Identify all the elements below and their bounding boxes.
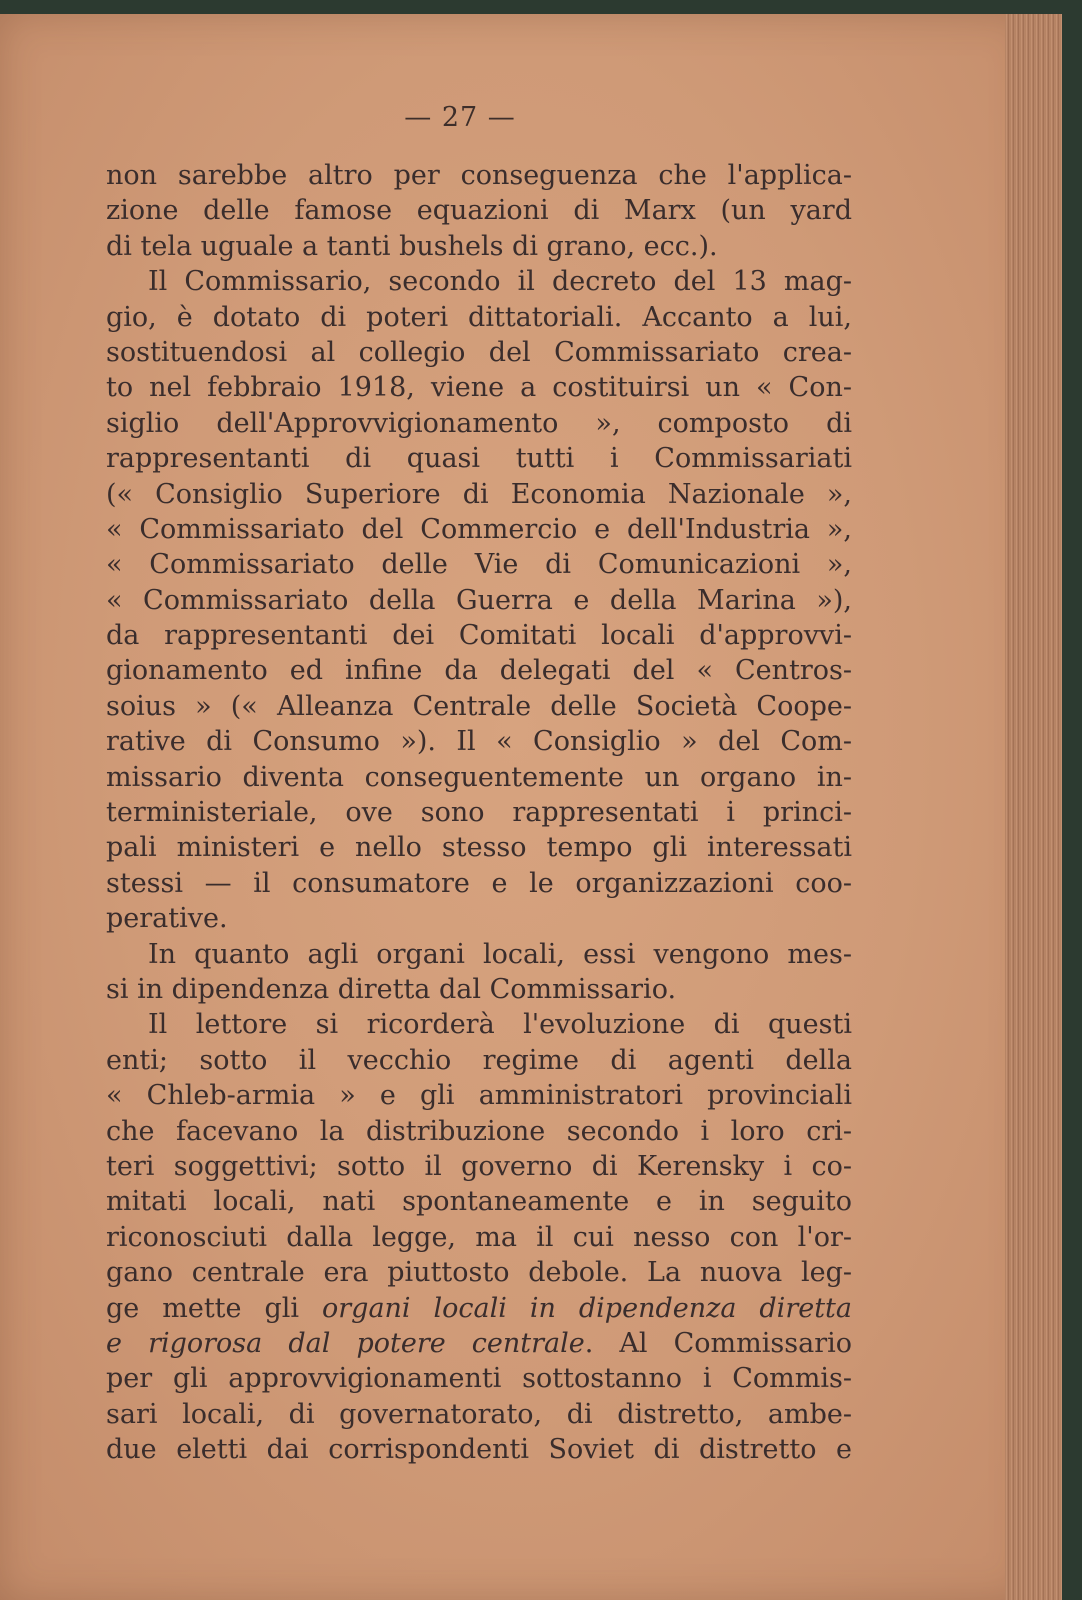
paragraph-start: Il lettore si ricorderà l'evoluzione di questi [148, 1009, 852, 1041]
text-line: gionamento ed infine da delegati del « Centros- [106, 655, 852, 687]
text-line: rappresentanti di quasi tutti i Commissariati [106, 443, 852, 475]
text-line: due eletti dai corrispondenti Soviet di distretto e [106, 1434, 852, 1466]
text-line: « Commissariato delle Vie di Comunicazioni », [106, 549, 852, 581]
text-line: per gli approvvigionamenti sottostanno i Commis- [106, 1363, 852, 1395]
paragraph-start: Il Commissario, secondo il decreto del 13 mag- [148, 266, 852, 298]
text-line: stessi — il consumatore e le organizzazioni coo- [106, 867, 852, 899]
text-line: che facevano la distribuzione secondo i loro cri- [106, 1115, 852, 1147]
text-line: zione delle famose equazioni di Marx (un yard [106, 195, 852, 227]
text-line: terministeriale, ove sono rappresentati i princi- [106, 797, 852, 829]
body-text [106, 158, 852, 1467]
text-line: da rappresentanti dei Comitati locali d'approvvi- [106, 620, 852, 652]
text-line: gio, è dotato di poteri dittatoriali. Accanto a lui, [106, 301, 852, 333]
book-top-edge [0, 0, 1082, 14]
text-line: siglio dell'Approvvigionamento », composto di [106, 407, 852, 439]
text-line: « Commissariato della Guerra e della Marina »), [106, 584, 852, 616]
page-number: — 27 — [404, 102, 516, 133]
text-line: gano centrale era piuttosto debole. La nuova leg- [106, 1257, 852, 1289]
text-line-with-italic [106, 1291, 852, 1326]
text-line: « Chleb-armia » e gli amministratori provinciali [106, 1080, 852, 1112]
plain-text: . Al Commissario [584, 1327, 852, 1359]
text-line: si in dipendenza diretta dal Commissario. [106, 973, 677, 1005]
text-line: enti; sotto il vecchio regime di agenti della [106, 1044, 852, 1076]
plain-text: ge mette gli [106, 1292, 322, 1324]
italic-emphasis: organi locali in dipendenza diretta [322, 1292, 853, 1324]
text-line-with-italic [106, 1326, 852, 1361]
text-line: missario diventa conseguentemente un organo in- [106, 761, 852, 793]
text-line: soius » (« Alleanza Centrale delle Società Coope- [106, 690, 852, 722]
text-line: mitati locali, nati spontaneamente e in seguito [106, 1186, 852, 1218]
text-line: riconosciuti dalla legge, ma il cui nesso con l'or- [106, 1221, 852, 1253]
text-line: rative di Consumo »). Il « Consiglio » del Com- [106, 726, 852, 758]
text-line: sostituendosi al collegio del Commissariato crea- [106, 336, 852, 368]
text-line: di tela uguale a tanti bushels di grano, ecc.). [106, 230, 718, 262]
text-line: sari locali, di governatorato, di distretto, ambe- [106, 1398, 852, 1430]
text-line: pali ministeri e nello stesso tempo gli interessati [106, 832, 852, 864]
book-cover-edge [1062, 0, 1082, 1600]
text-line: perative. [106, 903, 228, 935]
text-line: non sarebbe altro per conseguenza che l'applica- [106, 160, 852, 191]
text-line: to nel febbraio 1918, viene a costituirsi un « Con- [106, 372, 852, 404]
italic-emphasis: e rigorosa dal potere centrale [106, 1327, 585, 1359]
text-line: (« Consiglio Superiore di Economia Nazionale », [106, 478, 852, 510]
text-line: « Commissariato del Commercio e dell'Industria », [106, 513, 852, 545]
text-line: teri soggettivi; sotto il governo di Kerensky i co- [106, 1150, 852, 1182]
paragraph-start: In quanto agli organi locali, essi vengono mes- [148, 938, 852, 970]
